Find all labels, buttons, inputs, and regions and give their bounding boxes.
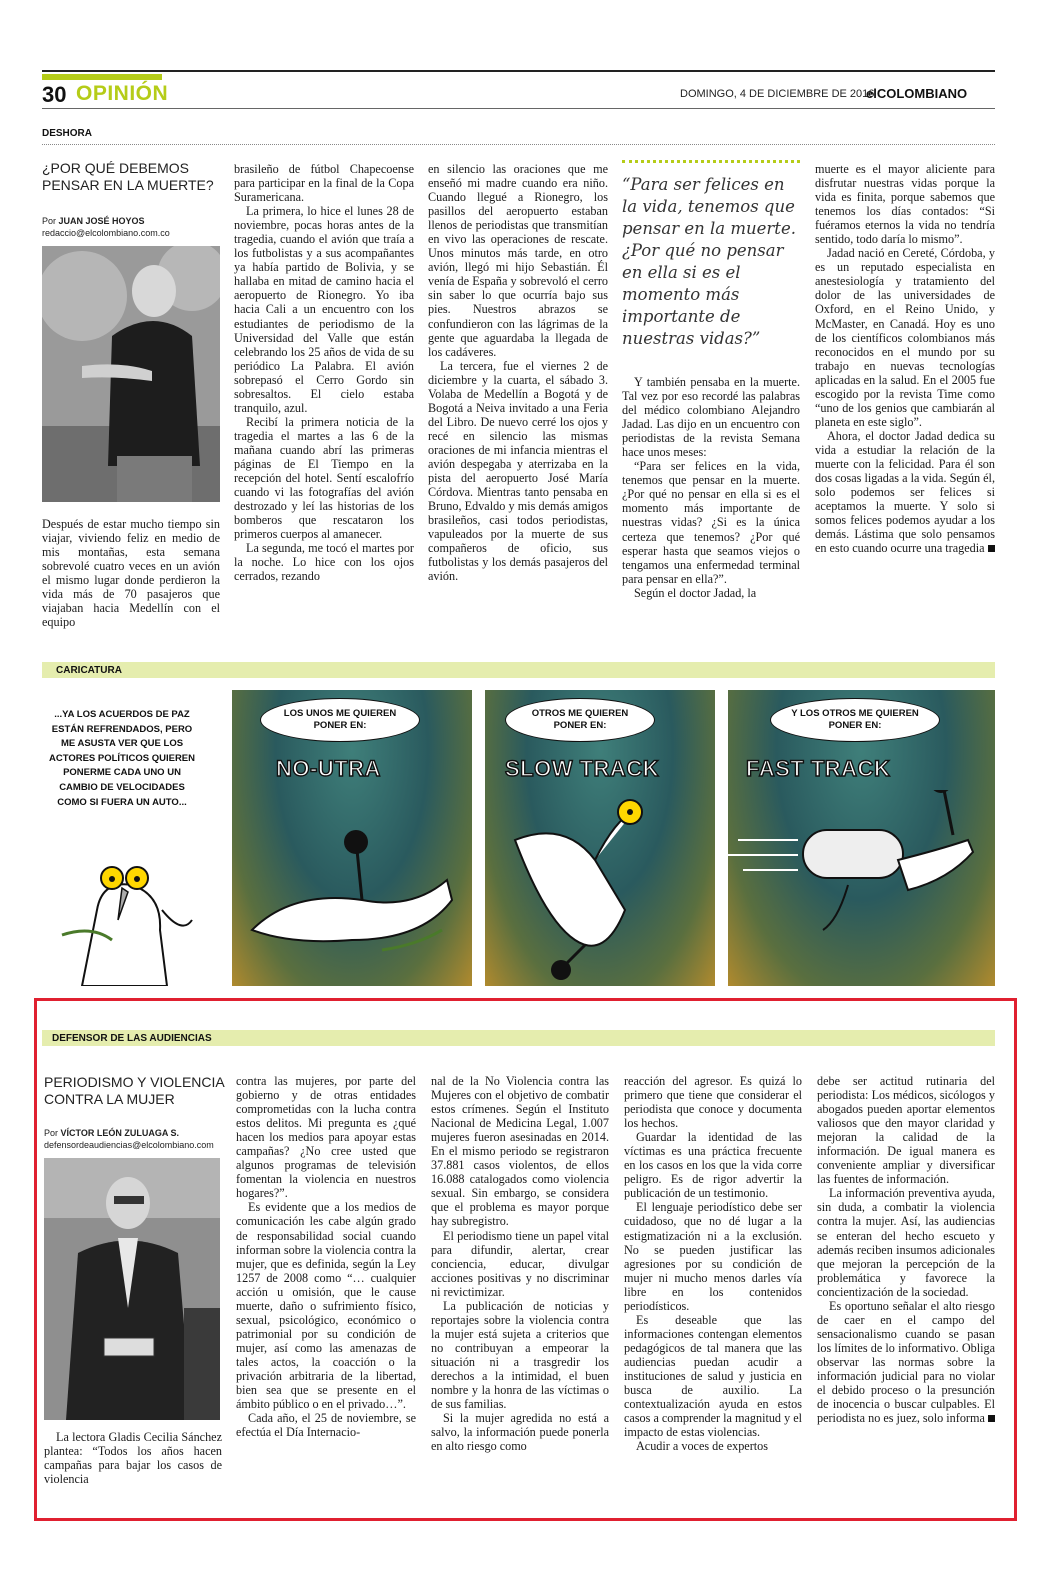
panel-caption: FAST TRACK (746, 756, 891, 781)
article1-byline (42, 216, 232, 226)
paragraph: La publicación de noticias y reportajes sobre la violencia contra la mujer está sujeta a criterios que no contribuyan a empeorar la situación ni a trasgredir los derechos a la intimidad, el buen nombre y la honra de las víctimas o de sus familias. (431, 1298, 609, 1412)
paragraph-text: Es oportuno señalar el alto riesgo de caer en el campo del sensacionalismo cuando se pasan los límites de lo informativo. Obliga observar las normas sobre la información judicial para no violar el debido proceso o la presunción de inocencia o buscar culpables. El periodista no es juez, solo informa (817, 1298, 995, 1426)
byline-prefix: Por (44, 1128, 59, 1138)
paragraph: Según el doctor Jadad, la (634, 585, 757, 600)
paragraph: El periodismo tiene un papel vital para difundir, alertar, crear conciencia, educar, divulgar acciones positivas y no discriminar ni revictimizar. (431, 1228, 609, 1299)
author-name: VÍCTOR LEÓN ZULUAGA S. (60, 1128, 180, 1138)
paragraph: muerte es el mayor aliciente para disfrutar nuestras vidas porque la vida es finita, porque sabemos que tenemos los días contados: “Si fuéramos eternos la vida no tendría sentido, todo daría lo mismo”. (815, 162, 995, 247)
paragraph-text: Ahora, el doctor Jadad dedica su vida a estudiar la relación de la muerte con la felicidad. Para él son dos cosas ligadas a la vida. Según él, solo podemos ser felices si aceptamos la muerte. Y solo si somos felices podemos ayudar a los demás. Lástima que solo pensamos en esto cuando ocurre una tragedia (815, 428, 995, 556)
paragraph: Jadad nació en Cereté, Córdoba, y es un reputado especialista en anestesiología y tratamiento del dolor de las universidades de Oxford, en el Reino Unido, y McMaster, en Canadá. Hoy es uno de los científicos colombianos más reconocidos en el mundo por su trabajo en nuevas tecnologías aplicadas en la salud. En el 2005 fue escogido por la revista Time como “uno de los genios que cambiarán al planeta en este siglo”. (815, 246, 995, 429)
article1-column-1 (42, 517, 220, 629)
cartoon-kicker-band (42, 662, 995, 678)
cartoon-panel-intro (42, 690, 202, 986)
article1-kicker: DESHORA (42, 128, 93, 139)
byline-prefix: Por (42, 216, 57, 226)
article1-column-4 (622, 375, 800, 600)
cartoon-kicker: CARICATURA (56, 665, 122, 676)
paragraph: contra las mujeres, por parte del gobierno y de otras entidades comprometidas con la lucha contra estos delitos. Mi pregunta es ¿qué hacen los medios para apoyar estas campañas? ¿No cree usted que algunos programas de televisión fomentan la violencia en nuestros hogares?”. (236, 1074, 416, 1201)
article2-title: PERIODISMO Y VIOLENCIA CONTRA LA MUJER (44, 1074, 224, 1107)
paragraph: debe ser actitud rutinaria del periodista: Los médicos, sicólogos y abogados pueden aportar elementos valiosos que den mayor claridad y mejoran la calidad de la información. De igual manera es conveniente ampliar y diversificar las fuentes de información. (817, 1074, 995, 1187)
header-bottom-rule (42, 108, 995, 109)
pullquote: “Para ser felices en la vida, tenemos que pensar en la muerte. ¿Por qué no pensar en ella si es el momento más importante de nuestras vidas?” (622, 175, 796, 348)
paragraph: Si la mujer agredida no está a salvo, la información puede ponerla en alto riesgo como (431, 1411, 609, 1454)
fallen-dove-icon (232, 820, 472, 986)
issue-date: DOMINGO, 4 DE DICIEMBRE DE 2016 (680, 88, 875, 100)
end-mark-icon (988, 545, 995, 552)
author-name: JUAN JOSÉ HOYOS (58, 216, 145, 226)
paragraph: La información preventiva ayuda, sin duda, a combatir la violencia contra la mujer. Así, las audiencias se enteran del hecho escueto y además reciben insumos adicionales que mejoran la percepción de la problemática y favorece la concientización de la sociedad. (817, 1186, 995, 1299)
fast-dove-with-engine-icon (728, 790, 995, 986)
paragraph: La tercera, fue el viernes 2 de diciembre y la cuarta, el sábado 3. Volaba de Medellín a Bogotá y de Bogotá a Neiva invitado a una Feria del Libro. De nuevo cerré los ojos y recé en silencio las mismas oraciones de mi infancia mientras el avión despegaba y aterrizaba en la pista del aeropuerto José María Córdova. Mientras tanto pensaba en Bruno, Edvaldo y mis demás amigos brasileños, casi todos periodistas, vapuleados por la muerte de sus compañeros de oficio, sus futbolistas y los demás pasajeros del avión. (428, 358, 608, 584)
cartoon-panel-2 (485, 690, 715, 986)
header-top-rule (42, 70, 995, 72)
paragraph: en silencio las oraciones que me enseñó mi madre cuando era niño. Cuando llegué a Rionegro, los pasillos del aeropuerto estaban llenos de periodistas que transmitían en vivo las operaciones de rescate. Unos minutos más tarde, en otro avión, llegó mi hijo Sebastián. Él venía de España y sobrevoló el cerro sin saber lo que ocurría bajo sus pies. Nuestros abrazos se confundieron con las lágrimas de la gente que aguardaba la llegada de los cadáveres. (428, 162, 608, 359)
article2-kicker: DEFENSOR DE LAS AUDIENCIAS (52, 1033, 212, 1044)
article2-lead-paragraph: La lectora Gladis Cecilia Sánchez plantea: “Todos los años hacen campañas para bajar los casos de violencia (44, 1430, 222, 1487)
panel-caption: NO-UTRA (276, 756, 381, 781)
cartoon-intro-text: ...YA LOS ACUERDOS DE PAZ ESTÁN REFRENDADOS, PERO ME ASUSTA VER QUE LOS ACTORES POLÍTICOS QUIEREN PONERME CADA UNO UN CAMBIO DE VELOCIDADES COMO SI FUERA UN AUTO... (48, 709, 196, 808)
pullquote-rule-top (622, 160, 800, 163)
article1-column-3 (428, 162, 608, 583)
article2-email: defensordeaudiencias@elcolombiano.com (44, 1140, 214, 1150)
article1-column-5 (815, 162, 995, 555)
dove-character-icon (42, 840, 202, 986)
paragraph (815, 429, 995, 555)
paragraph: Y también pensaba en la muerte. Tal vez por eso recordé las palabras del médico colombiano Alejandro Jadad. Las dijo en un encuentro con periodistas de la revista Semana hace unos meses: (622, 375, 800, 460)
paragraph: “Para ser felices en la vida, tenemos que pensar en la muerte. ¿Por qué no pensar en ella si es el momento más importante de nuestras vidas? ¿Si es la única certeza que tenemos? ¿Por qué esperar hasta que seamos viejos o tengamos una enfermedad terminal para pensar en ella?”. (622, 459, 800, 586)
speech-bubble: LOS UNOS ME QUIEREN PONER EN: (260, 698, 420, 742)
paragraph: La segunda, me tocó el martes por la noche. Lo hice con los ojos cerrados, rezando (234, 541, 414, 584)
paragraph: Es deseable que las informaciones contengan elementos pedagógicos de tal manera que las audiencias puedan acudir a instituciones de salud y justicia en busca de auxilio. La contextualización ayuda en estos casos a comprender la magnitud y el impacto de estas violencias. (624, 1312, 803, 1440)
article1-column-2 (234, 162, 414, 583)
highlight-frame (34, 998, 1017, 1521)
paragraph: brasileño de fútbol Chapecoense para participar en la final de la Copa Suramericana. (234, 162, 414, 205)
paragraph: El lenguaje periodístico debe ser cuidadoso, que no dé lugar a la estigmatización ni a la exclusión. No se pueden justificar las agresiones por su condición de mujer ni mucho menos darles vía libre en los contenidos periodísticos. (624, 1200, 802, 1313)
paragraph: Cada año, el 25 de noviembre, se efectúa el Día Internacio- (236, 1411, 416, 1440)
slow-dove-icon (485, 790, 715, 986)
section-accent-bar (42, 74, 162, 80)
paragraph: reacción del agresor. Es quizá lo primero que tiene que considerar el periodista que conoce y documenta los hechos. (624, 1074, 802, 1131)
author-photo-juan-jose-hoyos (42, 246, 220, 502)
speech-bubble: Y LOS OTROS ME QUIEREN PONER EN: (770, 698, 940, 742)
paragraph: Acudir a voces de expertos (636, 1439, 768, 1454)
panel-caption: SLOW TRACK (505, 756, 660, 781)
paragraph: Es evidente que a los medios de comunicación les cabe algún grado de responsabilidad social cuando informan sobre la violencia contra la mujer, que es definida, según la Ley 1257 de 2008 como “… cualquier acción u omisión, que le cause muerte, daño o sufrimiento físico, sexual, psicológico, económico o patrimonial por su condición de mujer, así como las amenazas de tales actos, la coacción o la privación arbitraria de la libertad, bien sea que se presente en el ámbito público o en el privado…”. (236, 1200, 416, 1412)
article1-email: redaccio@elcolombiano.com.co (42, 228, 170, 238)
paragraph: La primera, lo hice el lunes 28 de noviembre, pocas horas antes de la tragedia, cuando el avión que traía a los futbolistas y a sus acompañantes ya había partido de Bolivia, y se hallaba en mitad de camino hacia el aeropuerto de Rionegro. Yo iba hacia Cali a un encuentro con los estudiantes de periodismo de la Universidad del Valle que están celebrando los 25 años de vida de su periódico La Palabra. El avión sobrepasó el Cerro Gordo sin sobresaltos. El cielo estaba tranquilo, azul. (234, 204, 414, 415)
page-number: 30 (42, 82, 67, 107)
article1-lead-paragraph: Después de estar mucho tiempo sin viajar, viviendo feliz en medio de mis montañas, esta semana sobrevolé cuatro veces en un avión el mismo lugar donde perdieron la vida más de 70 pasajeros que viajaban hacia Medellín con el equipo (42, 517, 220, 630)
cartoon-panel-3 (728, 690, 995, 986)
article1-title: ¿POR QUÉ DEBEMOS PENSAR EN LA MUERTE? (42, 160, 214, 193)
section-name: OPINIÓN (76, 82, 169, 105)
paragraph: nal de la No Violencia contra las Mujeres con el objetivo de combatir estos crímenes. Según el Instituto Nacional de Medicina Legal, 1.007 mujeres fueron asesinadas en 2014. En el mismo periodo se registraron 37.881 casos violentos, de ellos 16.088 catalogados como violencia sexual. Sin embargo, se considera que el problema es mayor porque hay subregistro. (431, 1074, 609, 1229)
paragraph: Recibí la primera noticia de la tragedia el martes a las 6 de la mañana cuando abrí las primeras páginas de El Tiempo en la recepción del hotel. Sentí escalofrío cuando vi las fotografías del avión destrozado y leí las historias de los bomberos que rescataron los primeros cuerpos al amanecer. (234, 414, 414, 542)
cartoon-panel-1 (232, 690, 472, 986)
article1-kicker-rule (42, 144, 995, 145)
masthead-logo: elCOLOMBIANO (866, 86, 968, 101)
paragraph: Guardar la identidad de las víctimas es una práctica frecuente en los casos en los que la vida corre peligro. Es de rigor advertir la publicación de un testimonio. (624, 1130, 802, 1201)
speech-bubble: OTROS ME QUIEREN PONER EN: (505, 698, 655, 742)
